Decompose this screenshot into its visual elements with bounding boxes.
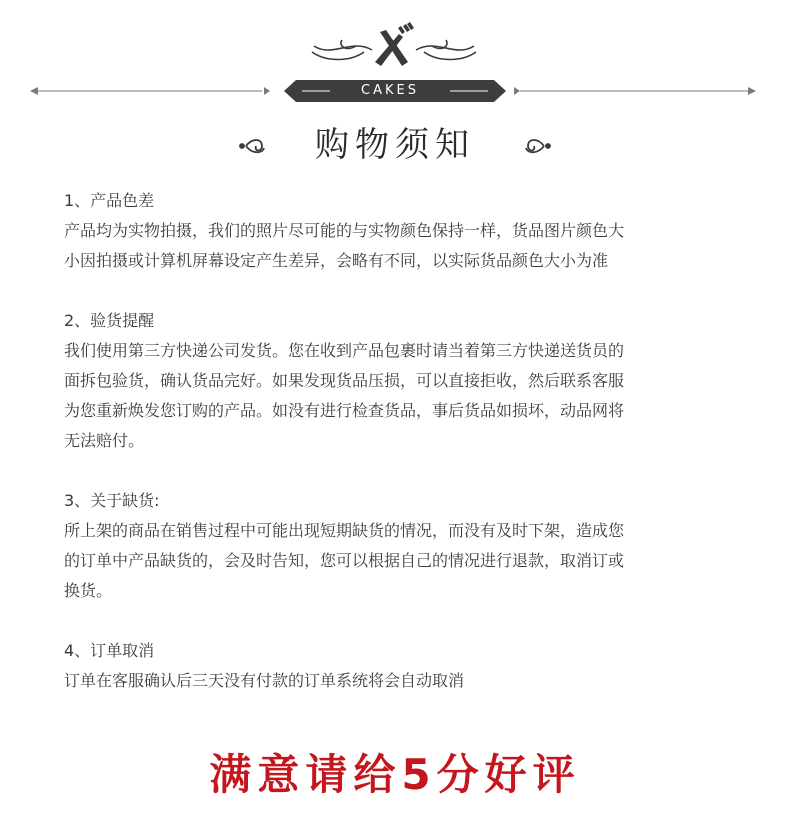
body-line: 换货。 — [64, 581, 113, 600]
body-line: 产品均为实物拍摄，我们的照片尽可能的与实物颜色保持一样，货品图片颜色大 — [64, 221, 625, 240]
body-line: 我们使用第三方快递公司发货。您在收到产品包裹时请当着第三方快递送货员的 — [64, 341, 625, 360]
body-line: 小因拍摄或计算机屏幕设定产生差异，会略有不同，以实际货品颜色大小为准 — [64, 251, 609, 270]
notice-content — [64, 186, 744, 726]
body-line: 无法赔付。 — [64, 431, 145, 450]
body-line: 为您重新焕发您订购的产品。如没有进行检查货品，事后货品如损坏，动品网将 — [64, 401, 625, 420]
section-heading: 3、关于缺货: — [64, 491, 160, 510]
section-color-difference — [64, 186, 744, 276]
cakes-banner-label: CAKES — [361, 83, 419, 98]
section-inspection-reminder — [64, 306, 744, 456]
flourish-left — [312, 40, 372, 60]
section-heading: 4、订单取消 — [64, 641, 155, 660]
section-heading: 2、验货提醒 — [64, 311, 155, 330]
body-line: 订单在客服确认后三天没有付款的订单系统将会自动取消 — [64, 671, 465, 690]
body-line: 所上架的商品在销售过程中可能出现短期缺货的情况，而没有及时下架，造成您 — [64, 521, 625, 540]
footer-slogan: 满意请给5分好评 — [209, 750, 581, 799]
section-heading: 1、产品色差 — [64, 191, 155, 210]
section-order-cancellation — [64, 636, 744, 696]
flourish-right — [416, 40, 476, 60]
page-title: 购物须知 — [315, 125, 475, 165]
right-arrow-rule — [514, 87, 756, 95]
curl-ornament-right — [526, 140, 550, 152]
left-arrow-rule — [30, 87, 270, 95]
fork-knife-icon — [375, 22, 414, 66]
curl-ornament-left — [240, 140, 264, 152]
body-line: 的订单中产品缺货的，会及时告知，您可以根据自己的情况进行退款，取消订或 — [64, 551, 625, 570]
section-out-of-stock — [64, 486, 744, 606]
body-line: 面拆包验货，确认货品完好。如果发现货品压损，可以直接拒收，然后联系客服 — [64, 371, 625, 390]
